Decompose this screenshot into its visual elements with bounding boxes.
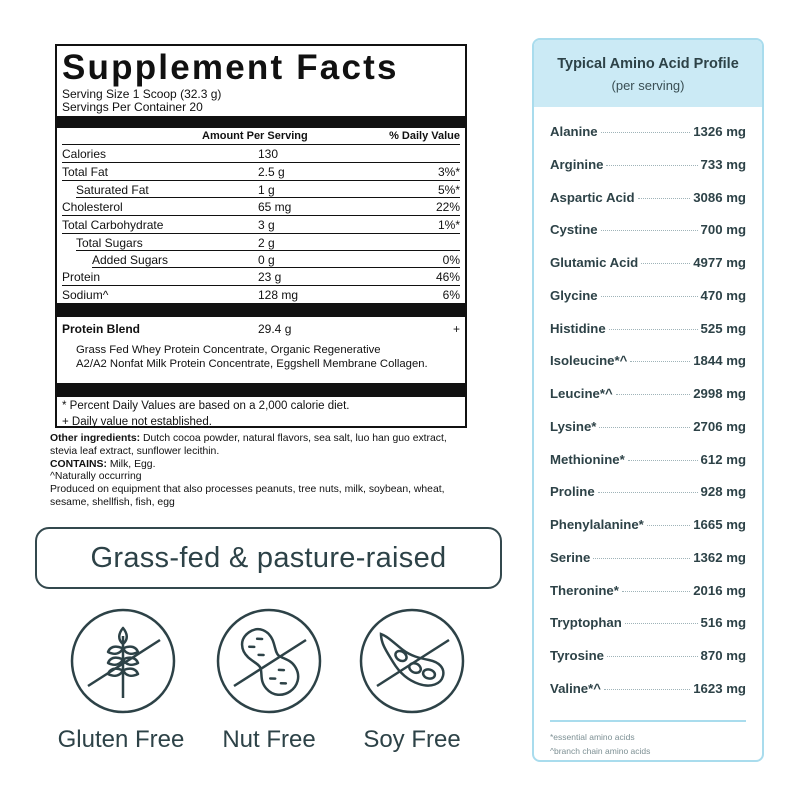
amino-value: 1362 mg bbox=[693, 549, 746, 565]
nutrient-name: Calories bbox=[62, 146, 107, 161]
amino-footnotes bbox=[550, 730, 650, 758]
nutrient-row bbox=[62, 268, 460, 286]
dot-leader bbox=[647, 525, 690, 526]
amino-row bbox=[550, 124, 746, 157]
nutrient-row bbox=[62, 234, 460, 251]
other-ingredients bbox=[50, 433, 470, 510]
naturally-occurring-note: ^Naturally occurring bbox=[50, 471, 142, 483]
amino-name: Tyrosine bbox=[550, 648, 604, 663]
amino-name: Arginine bbox=[550, 156, 604, 172]
ingredients-line bbox=[50, 433, 470, 459]
nutrient-row bbox=[62, 286, 460, 303]
amino-name: Glycine bbox=[550, 287, 598, 303]
amino-value: 1623 mg bbox=[693, 680, 746, 696]
blend-name: Protein Blend bbox=[62, 322, 141, 336]
amino-value: 3086 mg bbox=[693, 189, 746, 205]
amino-name: Lysine* bbox=[550, 418, 597, 434]
dot-leader bbox=[607, 656, 698, 657]
nutrient-name: Added Sugars bbox=[92, 252, 169, 267]
dot-leader bbox=[599, 427, 690, 428]
amino-row bbox=[550, 648, 746, 681]
nutrient-amount: 0 g bbox=[258, 252, 275, 267]
amino-value: 870 mg bbox=[700, 648, 746, 663]
amino-row bbox=[550, 517, 746, 550]
amino-name: Alanine bbox=[550, 124, 598, 139]
nutrient-name: Cholesterol bbox=[62, 199, 123, 214]
amino-value: 2998 mg bbox=[693, 386, 746, 401]
amino-value: 612 mg bbox=[700, 451, 746, 467]
amino-row bbox=[550, 386, 746, 419]
amino-row bbox=[550, 157, 746, 190]
amino-value: 525 mg bbox=[700, 320, 746, 336]
amino-row bbox=[550, 550, 746, 583]
peanut-icon bbox=[214, 606, 324, 716]
amino-name: Serine bbox=[550, 549, 591, 565]
blend-line: Grass Fed Whey Protein Concentrate, Organic Regenerative bbox=[76, 344, 381, 356]
amino-footnote: *essential amino acids bbox=[550, 732, 635, 742]
produced-note: Produced on equipment that also processes peanuts, tree nuts, milk, soybean, wheat, sesame, shellfish, fish, egg bbox=[50, 484, 445, 508]
thick-divider bbox=[57, 116, 465, 128]
nutrient-amount: 128 mg bbox=[258, 287, 299, 302]
amino-name: Cystine bbox=[550, 222, 598, 238]
dot-leader bbox=[622, 591, 690, 592]
facts-footnote: * Percent Daily Values are based on a 2,000 calorie diet. bbox=[62, 400, 350, 412]
serving-size: Serving Size 1 Scoop (32.3 g) bbox=[62, 87, 222, 101]
nutrient-name: Saturated Fat bbox=[76, 182, 149, 197]
dot-leader bbox=[604, 689, 690, 690]
amino-value: 1326 mg bbox=[693, 124, 746, 139]
nutrient-row bbox=[62, 163, 460, 181]
contains-label: CONTAINS: bbox=[50, 458, 107, 470]
wheat-icon bbox=[68, 606, 178, 716]
amino-row bbox=[550, 353, 746, 386]
dot-leader bbox=[630, 361, 690, 362]
amino-name: Phenylalanine* bbox=[550, 517, 644, 532]
amino-list bbox=[534, 124, 762, 714]
col-amount-label: Amount Per Serving bbox=[202, 130, 308, 142]
amino-value: 2706 mg bbox=[693, 418, 746, 434]
amino-row bbox=[550, 222, 746, 255]
dot-leader bbox=[628, 460, 698, 461]
amino-value: 470 mg bbox=[700, 287, 746, 303]
amino-name: Proline bbox=[550, 484, 595, 500]
nutrient-amount: 3 g bbox=[258, 217, 275, 232]
nutrient-name: Sodium^ bbox=[62, 287, 109, 302]
blend-line: A2/A2 Nonfat Milk Protein Concentrate, Eggshell Membrane Collagen. bbox=[76, 358, 428, 370]
dot-leader bbox=[606, 165, 697, 166]
amino-acid-panel bbox=[532, 38, 764, 762]
amino-footnote: ^branch chain amino acids bbox=[550, 746, 651, 756]
nutrient-amount: 65 mg bbox=[258, 199, 292, 214]
col-dv-label: % Daily Value bbox=[389, 130, 460, 142]
amino-name: Valine*^ bbox=[550, 680, 601, 696]
soybean-icon bbox=[357, 606, 467, 716]
ingredients-label: Other ingredients: bbox=[50, 433, 141, 444]
contains-line bbox=[50, 459, 470, 472]
nutrient-dv: 46% bbox=[435, 269, 460, 284]
dot-leader bbox=[609, 329, 698, 330]
amino-row bbox=[550, 419, 746, 452]
dot-leader bbox=[601, 230, 698, 231]
amino-value: 1665 mg bbox=[693, 517, 746, 532]
facts-column-header bbox=[62, 128, 460, 145]
thick-divider bbox=[57, 303, 465, 317]
amino-row bbox=[550, 288, 746, 321]
amino-value: 4977 mg bbox=[693, 255, 746, 270]
blend-description bbox=[62, 339, 460, 383]
amino-row bbox=[550, 681, 746, 714]
soy-free-label: Soy Free bbox=[363, 726, 461, 753]
dot-leader bbox=[593, 558, 690, 559]
nutrient-row bbox=[62, 198, 460, 216]
dot-leader bbox=[641, 263, 690, 264]
nutrient-row bbox=[62, 251, 460, 268]
amino-title: Typical Amino Acid Profile bbox=[557, 56, 739, 72]
dot-leader bbox=[598, 492, 698, 493]
nutrient-name: Total Sugars bbox=[76, 235, 143, 250]
nutrient-name: Total Carbohydrate bbox=[62, 217, 164, 232]
amino-name: Isoleucine*^ bbox=[550, 353, 628, 369]
nutrient-amount: 130 bbox=[258, 146, 279, 161]
amino-name: Leucine*^ bbox=[550, 386, 613, 401]
nutrient-dv: 1%* bbox=[437, 217, 460, 232]
dot-leader bbox=[601, 132, 691, 133]
grass-fed-banner: Grass-fed & pasture-raised bbox=[35, 527, 502, 589]
amino-row bbox=[550, 452, 746, 485]
servings-per-container: Servings Per Container 20 bbox=[62, 100, 203, 114]
nutrient-dv: 5%* bbox=[437, 182, 460, 197]
amino-name: Theronine* bbox=[550, 582, 619, 598]
nutrient-row bbox=[62, 216, 460, 234]
nutrient-dv: 3%* bbox=[437, 164, 460, 179]
nutrient-amount: 23 g bbox=[258, 269, 282, 284]
facts-footnote: + Daily value not established. bbox=[62, 416, 212, 428]
nutrient-row bbox=[62, 181, 460, 198]
contains-text: Milk, Egg. bbox=[106, 458, 156, 470]
nut-free-label: Nut Free bbox=[222, 726, 316, 753]
amino-value: 700 mg bbox=[700, 222, 746, 238]
gluten-free-label: Gluten Free bbox=[57, 726, 185, 753]
dot-leader bbox=[616, 394, 691, 395]
nutrient-name: Protein bbox=[62, 269, 101, 284]
dot-leader bbox=[601, 296, 698, 297]
nutrient-dv: 0% bbox=[442, 252, 460, 267]
nutrient-dv: 6% bbox=[442, 287, 460, 302]
amino-value: 733 mg bbox=[700, 156, 746, 172]
dot-leader bbox=[625, 623, 698, 624]
nutrient-amount: 1 g bbox=[258, 182, 275, 197]
ingredients-text: Dutch cocoa powder, natural flavors, sea salt, luo han guo extract, stevia leaf extract, sunflower lecithin. bbox=[50, 433, 447, 457]
amino-header bbox=[534, 40, 762, 107]
nutrient-dv: 22% bbox=[435, 199, 460, 214]
amino-name: Histidine bbox=[550, 320, 606, 336]
nutrient-amount: 2 g bbox=[258, 235, 275, 250]
facts-title: Supplement Facts bbox=[62, 48, 399, 87]
amino-row bbox=[550, 615, 746, 648]
amino-value: 928 mg bbox=[700, 484, 746, 500]
amino-row bbox=[550, 190, 746, 223]
nutrient-amount: 2.5 g bbox=[258, 164, 285, 179]
amino-name: Glutamic Acid bbox=[550, 255, 639, 270]
blend-amount: 29.4 g bbox=[258, 322, 292, 336]
nutrient-name: Total Fat bbox=[62, 164, 109, 179]
amino-row bbox=[550, 255, 746, 288]
amino-subtitle: (per serving) bbox=[611, 78, 685, 93]
amino-value: 516 mg bbox=[700, 615, 746, 631]
amino-name: Tryptophan bbox=[550, 615, 622, 631]
amino-name: Aspartic Acid bbox=[550, 189, 635, 205]
amino-row bbox=[550, 484, 746, 517]
amino-value: 2016 mg bbox=[693, 582, 746, 598]
supplement-facts-panel bbox=[55, 44, 467, 428]
protein-blend-row bbox=[62, 319, 460, 339]
amino-name: Methionine* bbox=[550, 451, 625, 467]
dot-leader bbox=[638, 198, 691, 199]
amino-divider bbox=[550, 720, 746, 722]
blend-dv: + bbox=[452, 322, 460, 336]
nutrient-row bbox=[62, 145, 460, 163]
thick-divider bbox=[57, 383, 465, 397]
amino-value: 1844 mg bbox=[693, 353, 746, 369]
amino-row bbox=[550, 583, 746, 616]
amino-row bbox=[550, 321, 746, 354]
